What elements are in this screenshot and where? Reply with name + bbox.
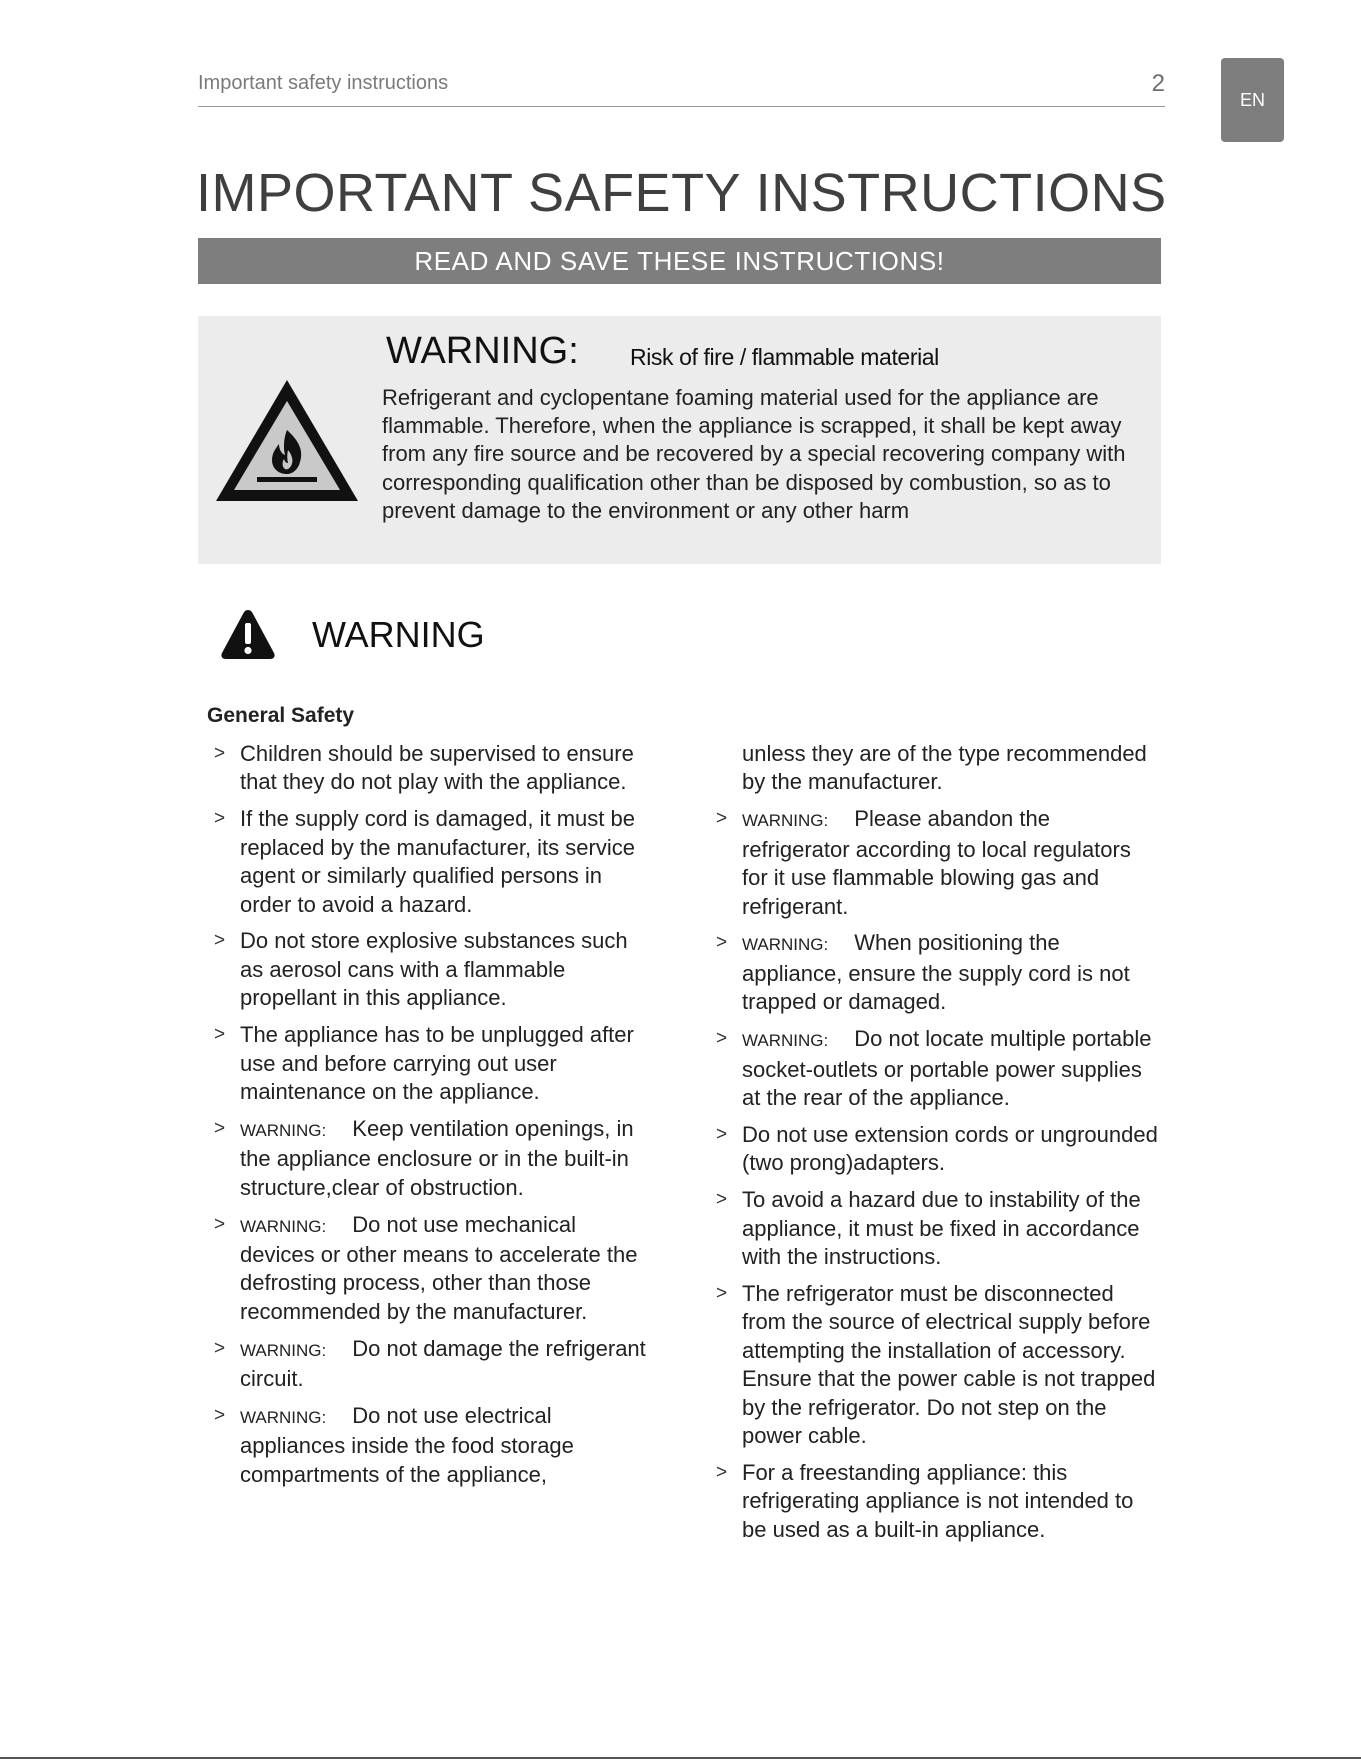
running-header-title: Important safety instructions: [198, 72, 449, 94]
language-tab: EN: [1221, 58, 1284, 142]
bullet-marker: >: [214, 1405, 226, 1427]
list-item: [210, 805, 650, 919]
warning-keyword: WARNING:: [240, 1216, 327, 1236]
list-item-text: When positioning the appliance, ensure the supply cord is not trapped or damaged.: [742, 930, 1130, 1015]
bullet-marker: >: [716, 1189, 728, 1211]
list-item: [210, 1211, 650, 1327]
alert-triangle-icon: [220, 608, 276, 660]
bullet-marker: >: [214, 808, 226, 830]
list-item-text: Do not use electrical appliances inside the food storage compartments of the appliance,: [240, 1403, 574, 1487]
list-item-text: For a freestanding appliance: this refrigerating appliance is not intended to be used as a built-in appliance.: [742, 1459, 1134, 1542]
bullet-marker: >: [214, 1024, 226, 1046]
bullet-marker: >: [716, 808, 728, 830]
safety-list-right: [712, 740, 1162, 1553]
flammable-warning-icon: [212, 374, 362, 506]
list-item-text: Do not use mechanical devices or other means to accelerate the defrosting process, other than those recommended by the manufacturer.: [240, 1211, 638, 1324]
bullet-marker: >: [716, 1282, 728, 1304]
warning-keyword: WARNING:: [742, 811, 829, 831]
list-item-text: Do not store explosive substances such as aerosol cans with a flammable propellant in this appliance.: [240, 928, 628, 1011]
list-item: [712, 1186, 1162, 1271]
bullet-marker: >: [716, 1461, 728, 1483]
fire-warning-risk: Risk of fire / flammable material: [630, 344, 939, 370]
list-item-text: The refrigerator must be disconnected from the source of electrical supply before attempting the installation of accessory. Ensure that the power cable is not trapped by the refrigerator. Do not step on the power cable.: [742, 1280, 1156, 1448]
bullet-marker: >: [716, 1028, 728, 1050]
list-item: [210, 1335, 650, 1394]
list-item-continuation: unless they are of the type recommended by the manufacturer.: [742, 741, 1147, 795]
list-item-text: To avoid a hazard due to instability of the appliance, it must be fixed in accordance with the instructions.: [742, 1187, 1141, 1269]
page-number: 2: [1151, 70, 1165, 97]
list-item: [712, 805, 1162, 921]
warning-keyword: WARNING:: [240, 1408, 327, 1428]
warning-heading: [220, 606, 620, 666]
list-item-text: Do not damage the refrigerant circuit.: [240, 1335, 646, 1392]
fire-warning-box: [198, 316, 1161, 564]
bullet-marker: >: [214, 1213, 226, 1235]
list-item-text: Please abandon the refrigerator according to local regulators for it use flammable blowing gas and refrigerant.: [742, 806, 1131, 919]
list-item-text: Do not locate multiple portable socket-outlets or portable power supplies at the rear of the appliance.: [742, 1026, 1152, 1110]
list-item: [712, 1459, 1162, 1544]
bullet-marker: >: [214, 1337, 226, 1359]
list-item-text: The appliance has to be unplugged after use and before carrying out user maintenance on the appliance.: [240, 1022, 634, 1104]
warning-keyword: WARNING:: [240, 1120, 327, 1140]
bullet-marker: >: [214, 743, 226, 764]
list-item: [210, 1021, 650, 1106]
bullet-marker: >: [716, 1123, 728, 1145]
list-item: [210, 740, 650, 797]
list-item: [210, 927, 650, 1012]
list-item-text: Do not use extension cords or ungrounded (two prong)adapters.: [742, 1121, 1158, 1176]
list-item: [210, 1402, 650, 1489]
list-item: [712, 1280, 1162, 1450]
read-save-banner: READ AND SAVE THESE INSTRUCTIONS!: [198, 238, 1161, 284]
safety-list-left: [210, 740, 650, 1498]
warning-keyword: WARNING:: [742, 1031, 829, 1051]
warning-heading-text: WARNING: [312, 614, 485, 655]
list-item-text: Keep ventilation openings, in the appliance enclosure or in the built-in structure,clear of obstruction.: [240, 1115, 634, 1200]
list-item: [712, 1025, 1162, 1112]
bullet-marker: >: [716, 932, 728, 954]
fire-warning-label: WARNING:: [386, 330, 579, 372]
general-safety-title: General Safety: [207, 704, 355, 727]
list-item-text: Children should be supervised to ensure that they do not play with the appliance.: [240, 741, 634, 795]
list-item: [210, 1115, 650, 1202]
bullet-marker: >: [214, 1117, 226, 1139]
warning-keyword: WARNING:: [240, 1340, 327, 1360]
list-item: [712, 1121, 1162, 1178]
page-title: IMPORTANT SAFETY INSTRUCTIONS: [196, 163, 1167, 223]
bullet-marker: >: [214, 930, 226, 952]
running-header: [198, 72, 1165, 107]
page-bottom-edge: [0, 1757, 1361, 1759]
warning-keyword: WARNING:: [742, 935, 829, 955]
list-item-text: If the supply cord is damaged, it must be replaced by the manufacturer, its service agent or similarly qualified persons in order to avoid a hazard.: [240, 806, 635, 917]
fire-warning-body: Refrigerant and cyclopentane foaming material used for the appliance are flammable. Therefore, when the appliance is scrapped, it shall be kept away from any fire source and be recovered by a special recovering company with corresponding qualification other than be disposed by combustion, so as to prevent damage to the environment or any other harm: [382, 385, 1126, 523]
list-item: [712, 929, 1162, 1016]
